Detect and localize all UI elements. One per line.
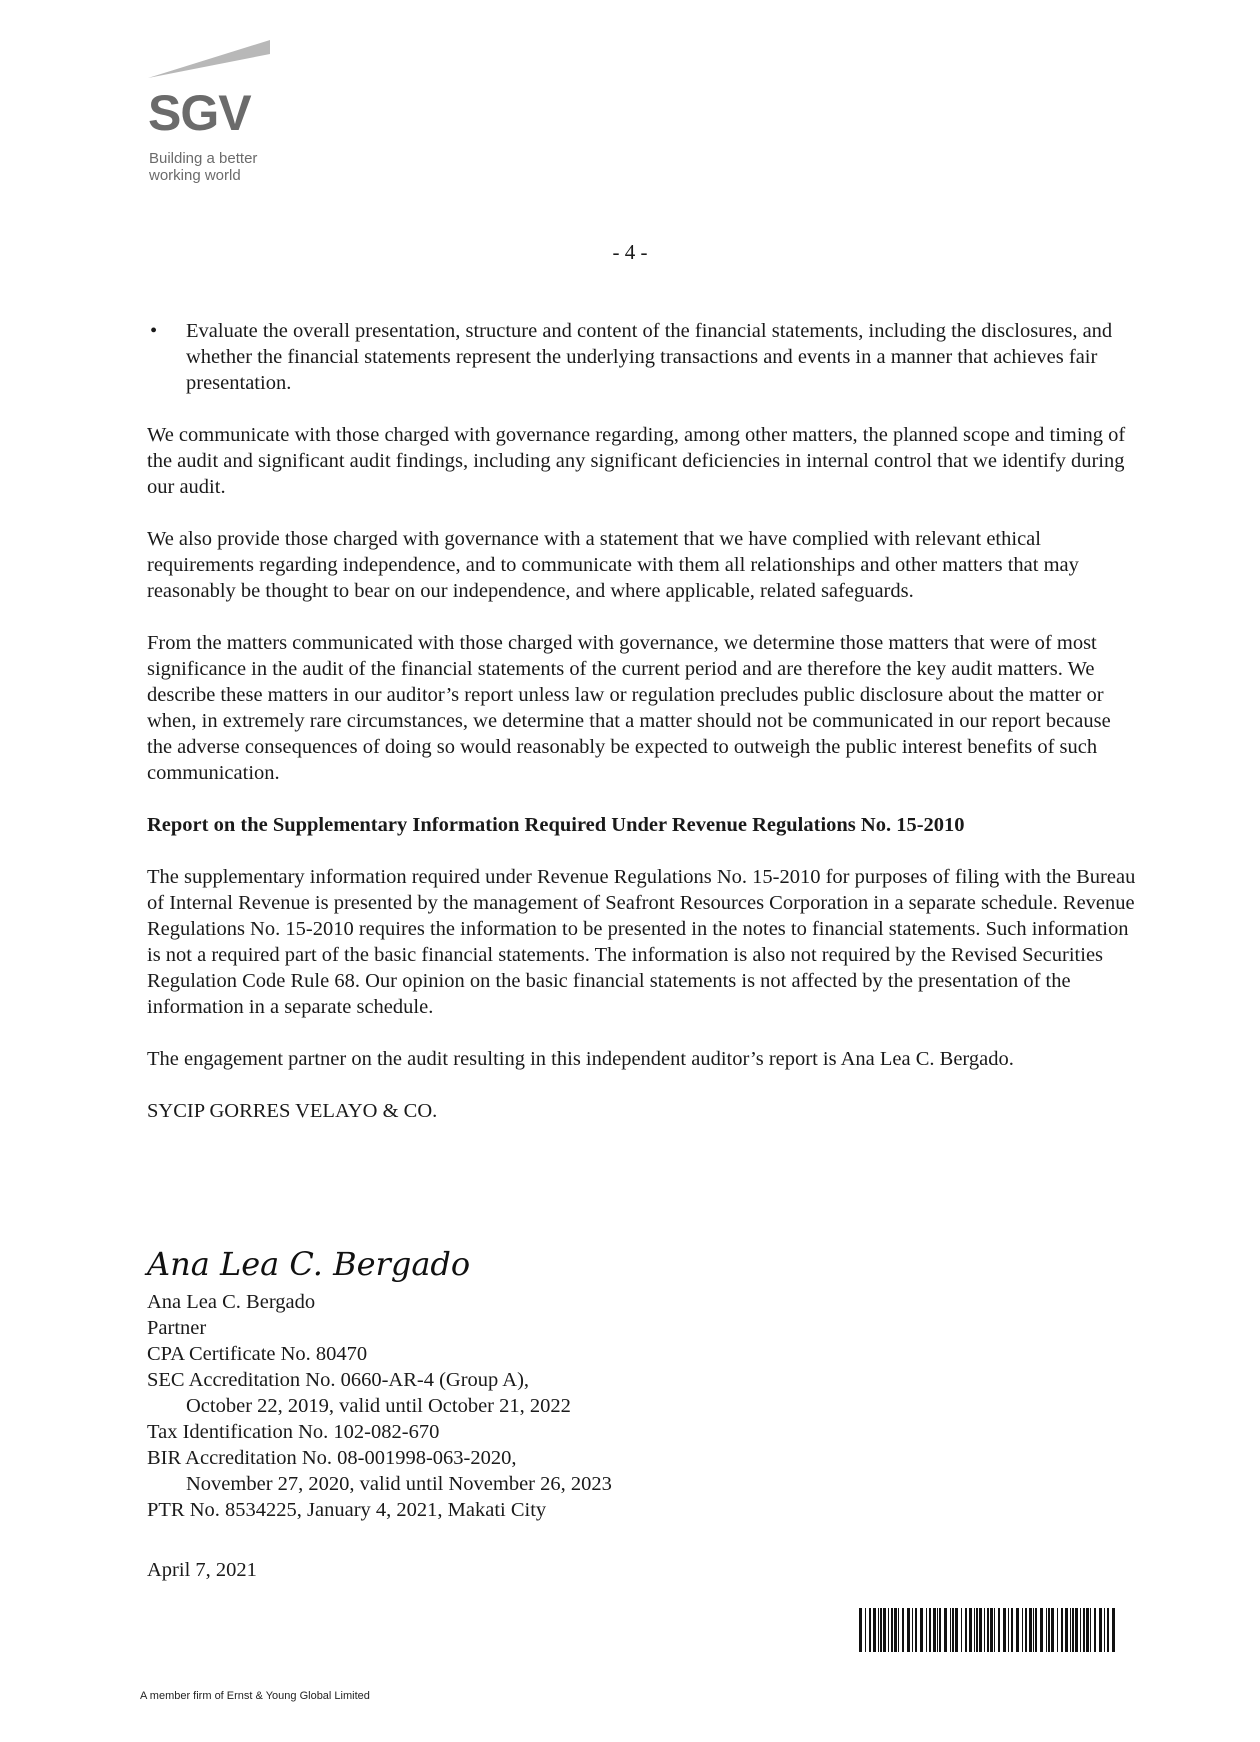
engagement-paragraph: The engagement partner on the audit resulting in this independent auditor’s report is Ana Lea C. Bergado. [147, 1048, 1014, 1070]
bir-validity: November 27, 2020, valid until November 26, 2023 [186, 1473, 612, 1495]
tax-identification: Tax Identification No. 102-082-670 [147, 1421, 440, 1443]
sec-validity: October 22, 2019, valid until October 21, 2022 [186, 1395, 571, 1417]
logo-wordmark: SGV [148, 85, 251, 141]
firm-name: SYCIP GORRES VELAYO & CO. [147, 1100, 438, 1122]
signature-text: Ana Lea C. Bergado [147, 1245, 471, 1283]
handwritten-signature [147, 1235, 471, 1295]
page-number: - 4 - [612, 240, 648, 264]
logo-tagline-line1: Building a better [149, 150, 258, 167]
logo-tagline [149, 150, 257, 184]
supplementary-paragraph: The supplementary information required under Revenue Regulations No. 15-2010 for purposes of filing with the Bureau of Internal Revenue is presented by the management of Seafront Resources Corporation in a separate schedule. Revenue Regulations No. 15-2010 requires the information to be presented in the notes to financial statements. Such information is not a required part of the basic financial statements. The information is also not required by the Revised Securities Regulation Code Rule 68. Our opinion on the basic financial statements is not affected by the presentation of the information in a separate schedule. [147, 866, 1136, 1018]
signatory-title: Partner [147, 1317, 207, 1339]
logo-beam-icon [148, 40, 273, 85]
bullet-dot-icon: • [150, 320, 158, 342]
cpa-certificate: CPA Certificate No. 80470 [147, 1343, 368, 1365]
footer-note: A member firm of Ernst & Young Global Limited [140, 1690, 370, 1702]
governance-paragraph: We communicate with those charged with governance regarding, among other matters, the planned scope and timing of the audit and significant audit findings, including any significant deficiencies in internal control that we identify during our audit. [147, 424, 1126, 498]
independence-paragraph: We also provide those charged with governance with a statement that we have complied with relevant ethical requirements regarding independence, and to communicate with them all relationships and other matters that may reasonably be thought to bear on our independence, and where applicable, related safeguards. [147, 528, 1079, 602]
section-heading: Report on the Supplementary Information Required Under Revenue Regulations No. 15-2010 [147, 814, 965, 836]
sgv-logo [148, 40, 278, 190]
key-audit-matters-paragraph: From the matters communicated with those charged with governance, we determine those matters that were of most significance in the audit of the financial statements of the current period and are therefore the key audit matters. We describe these matters in our auditor’s report unless law or regulation precludes public disclosure about the matter or when, in extremely rare circumstances, we determine that a matter should not be communicated in our report because the adverse consequences of doing so would reasonably be expected to outweigh the public interest benefits of such communication. [147, 632, 1111, 784]
bullet-item [147, 318, 1137, 396]
bullet-text: Evaluate the overall presentation, structure and content of the financial statements, including the disclosures, and whether the financial statements represent the underlying transactions and events in a manner that achieves fair presentation. [186, 320, 1113, 394]
sec-accreditation: SEC Accreditation No. 0660-AR-4 (Group A), [147, 1369, 530, 1391]
ptr-number: PTR No. 8534225, January 4, 2021, Makati City [147, 1499, 547, 1521]
report-date: April 7, 2021 [147, 1559, 257, 1581]
signatory-name: Ana Lea C. Bergado [147, 1291, 316, 1313]
report-body [147, 318, 1137, 1124]
logo-tagline-line2: working world [149, 167, 241, 184]
bir-accreditation: BIR Accreditation No. 08-001998-063-2020, [147, 1447, 517, 1469]
barcode-icon [859, 1608, 1119, 1652]
signatory-block [147, 1289, 612, 1523]
